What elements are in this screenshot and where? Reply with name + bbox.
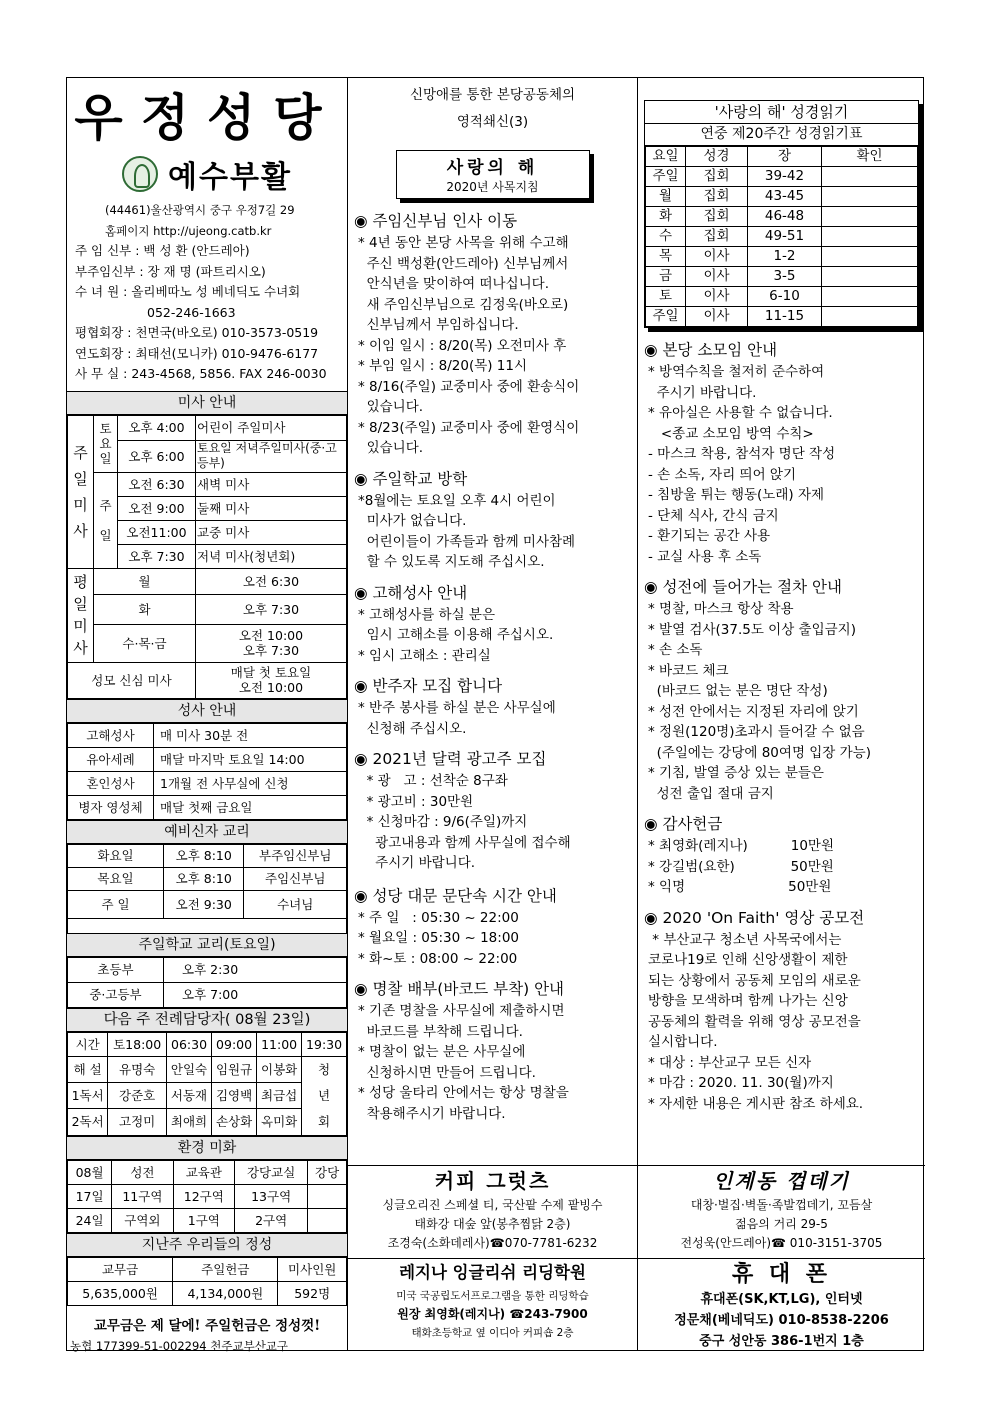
- bible-reading-cell: 집회: [686, 167, 748, 187]
- theme-line: 영적쇄신(3): [456, 114, 529, 130]
- class-teacher: 부주임신부님: [244, 844, 347, 867]
- mass-name: 저녁 미사(청년회): [196, 544, 347, 568]
- offering-head: 미사인원: [278, 1257, 347, 1281]
- section-line: 방향을 모색하며 함께 나가는 신앙: [648, 993, 848, 1009]
- env-head: 교육관: [173, 1160, 234, 1184]
- weekday-time: 오후 7:30: [242, 643, 300, 658]
- year-banner: [396, 150, 590, 199]
- bible-reading-box: [644, 100, 919, 328]
- section-line: * 8/23(주일) 교중미사 중에 환영식이: [358, 419, 580, 436]
- mary-mass-day: 매달 첫 토요일: [230, 665, 312, 680]
- section-line: 주신 백성환(안드레아) 신부님께서: [358, 255, 569, 272]
- sacrament-name: 병자 영성체: [68, 795, 154, 819]
- class-time: 오전 9:30: [164, 890, 244, 918]
- section-line: 바코드를 부착해 드립니다.: [358, 1023, 523, 1040]
- bible-reading-cell: [822, 307, 918, 327]
- bible-reading-subtitle: 연중 제20주간 성경읽기표: [645, 124, 918, 146]
- section-line: * 성전 안에서는 지정된 자리에 앉기: [648, 703, 859, 720]
- section-line: * 유아실은 사용할 수 없습니다.: [648, 405, 833, 421]
- ad-name: 휴 대 폰: [731, 1261, 832, 1287]
- offering-head: 주일헌금: [173, 1257, 278, 1281]
- section-line: * 이임 일시 : 8/20(목) 오전미사 후: [358, 337, 567, 354]
- section-line: * 최영화(레지나) 10만원: [648, 838, 834, 854]
- section-line: * 화~토 : 08:00 ~ 22:00: [358, 950, 518, 967]
- mass-table: [67, 415, 347, 699]
- bible-reading-cell: 주일: [646, 167, 686, 187]
- section-line: 주시기 바랍니다.: [358, 855, 476, 871]
- duty-cell: 유명숙: [108, 1056, 167, 1082]
- duty-head: 19:30: [302, 1032, 347, 1056]
- mass-name: 둘째 미사: [196, 496, 347, 520]
- ad-academy: [348, 1258, 637, 1352]
- section-line: 공동체의 활력을 위해 영상 공모전을: [648, 1013, 861, 1030]
- section-line: 주시기 바랍니다.: [648, 384, 757, 401]
- staff-line: 수 녀 원 : 올리베따노 성 베네딕도 수녀회: [75, 284, 301, 299]
- mass-time: 오후 4:00: [118, 415, 196, 440]
- section-line: 할 수 있도록 지도해 주십시오.: [358, 554, 545, 570]
- bible-reading-cell: 요일: [646, 147, 686, 167]
- bible-reading-cell: 3-5: [748, 267, 822, 287]
- offering-value: 5,635,000원: [68, 1281, 173, 1305]
- mass-name: 토요일 저녁주일미사(중·고등부): [196, 440, 347, 472]
- sacrament-info: 매 미사 30분 전: [154, 723, 347, 747]
- school-group: 중·고등부: [68, 982, 164, 1007]
- section-line: (주일에는 강당에 80여명 입장 가능): [648, 744, 871, 761]
- section-heading: ◉ 2020 'On Faith' 영상 공모전: [644, 908, 865, 927]
- mass-time: 오전11:00: [118, 520, 196, 544]
- ad-line: 대창·벌집·벽돌·족발껍데기, 꼬듬살: [690, 1198, 873, 1212]
- duty-head: 09:00: [212, 1032, 257, 1056]
- sacrament-name: 유아세례: [68, 747, 154, 771]
- banner-subtitle: 2020년 사목지침: [446, 180, 539, 194]
- section-line: 있습니다.: [358, 399, 424, 415]
- bible-reading-cell: 6-10: [748, 287, 822, 307]
- address: (44461)울산광역시 중구 우정7길 29: [105, 203, 295, 217]
- middle-column: [348, 78, 638, 1350]
- bible-reading-cell: 46-48: [748, 207, 822, 227]
- duty-cell: 1독서: [68, 1082, 108, 1108]
- duty-cell: 최애희: [167, 1109, 212, 1135]
- bible-reading-cell: [822, 167, 918, 187]
- ad-line: 태화초등학교 옆 이디아 커피숍 2층: [411, 1327, 574, 1339]
- sunday-label: 주 일: [94, 472, 118, 568]
- env-cell: 구역외: [112, 1208, 173, 1232]
- env-cell: 1구역: [173, 1208, 234, 1232]
- duty-cell: 청: [318, 1061, 331, 1077]
- catechumen-header: 예비신자 교리: [67, 820, 347, 844]
- duty-head: 토18:00: [108, 1032, 167, 1056]
- duty-cell: 옥미화: [257, 1109, 302, 1135]
- bible-reading-cell: 목: [646, 247, 686, 267]
- ad-phone: [638, 1258, 925, 1352]
- section-line: * 4년 동안 본당 사목을 위해 수고해: [358, 235, 569, 251]
- sacrament-header: 성사 안내: [67, 699, 347, 723]
- weekday-day: 수·목·금: [94, 624, 196, 662]
- section-heading: ◉ 2021년 달력 광고주 모집: [354, 750, 547, 768]
- ad-restaurant: [638, 1165, 925, 1258]
- bank-account: 농협 177399-51-002294 천주교부산교구: [70, 1338, 289, 1353]
- sacrament-name: 고해성사: [68, 723, 154, 747]
- bible-reading-cell: [822, 187, 918, 207]
- duty-cell: 김영백: [212, 1082, 257, 1108]
- env-head: 강당: [308, 1160, 347, 1184]
- bulletin-page: [66, 77, 924, 1351]
- mass-time: 오후 7:30: [118, 544, 196, 568]
- bible-reading-cell: 수: [646, 227, 686, 247]
- ad-line: 전성욱(안드레아)☎ 010-3151-3705: [680, 1236, 883, 1250]
- school-time: 오후 2:30: [164, 957, 347, 982]
- weekday-time: 오전 6:30: [196, 568, 347, 594]
- ad-line: 원장 최영화(레지나) ☎243-7900: [397, 1307, 588, 1321]
- slogan: 교무금은 제 달에! 주일헌금은 정성껏!: [93, 1317, 321, 1334]
- mary-mass-label: 성모 신심 미사: [68, 662, 196, 698]
- section-line: 신청하시면 만들어 드립니다.: [358, 1064, 536, 1081]
- duty-cell: 고정미: [108, 1109, 167, 1135]
- section-line: 되는 상황에서 공동체 모임의 새로운: [648, 972, 861, 989]
- theme-line: 신망애를 통한 본당공동체의: [409, 87, 576, 103]
- ad-line: 태화강 대숲 앞(봉추찜닭 2층): [414, 1217, 571, 1231]
- staff-line: 사 무 실 : 243-4568, 5856. FAX 246-0030: [75, 366, 327, 381]
- section-line: * 기존 명찰을 사무실에 제출하시면: [358, 1003, 565, 1019]
- bible-reading-cell: 49-51: [748, 227, 822, 247]
- sunday-school-header: 주일학교 교리(토요일): [67, 933, 347, 957]
- weekday-day: 월: [94, 568, 196, 594]
- bible-reading-cell: [822, 287, 918, 307]
- mass-name: 어린이 주일미사: [196, 415, 347, 440]
- sunday-school-table: [67, 957, 347, 1008]
- section-line: - 교실 사용 후 소독: [648, 548, 762, 565]
- offering-header: 지난주 우리들의 정성: [67, 1233, 347, 1257]
- bible-reading-cell: 집회: [686, 207, 748, 227]
- section-line: * 부임 일시 : 8/20(목) 11시: [358, 358, 528, 374]
- school-time: 오후 7:00: [164, 982, 347, 1007]
- section-line: * 바코드 체크: [648, 662, 729, 679]
- section-line: 성전 출입 절대 금지: [648, 785, 774, 802]
- section-line: - 단체 식사, 간식 금지: [648, 507, 779, 524]
- subtitle: 예수부활: [168, 160, 292, 195]
- env-head: 08월: [68, 1160, 112, 1184]
- bible-reading-cell: 이사: [686, 267, 748, 287]
- notice-sections: [348, 211, 637, 1124]
- class-day: 주 일: [68, 890, 164, 918]
- section-line: * 신청마감 : 9/6(주일)까지: [358, 814, 528, 830]
- left-column: [67, 78, 348, 1353]
- section-line: * 고해성사를 하실 분은: [358, 606, 495, 623]
- homepage-link[interactable]: 홈페이지 http://ujeong.catb.kr: [105, 223, 272, 238]
- saturday-label: 토 요 일: [94, 415, 118, 472]
- ad-line: 중구 성안동 386-1번지 1층: [699, 1334, 864, 1349]
- env-cell: 17일: [68, 1184, 112, 1208]
- ad-name: 커피 그럿츠: [434, 1169, 551, 1193]
- bible-reading-cell: [822, 227, 918, 247]
- bible-reading-cell: 집회: [686, 227, 748, 247]
- bible-reading-title: '사랑의 해' 성경읽기: [645, 101, 918, 124]
- section-line: 실시합니다.: [648, 1034, 718, 1050]
- section-line: * 명찰이 없는 분은 사무실에: [358, 1044, 526, 1060]
- parish-title: 우정성당: [74, 88, 340, 147]
- duty-cell: 회: [318, 1113, 331, 1129]
- mass-time: 오후 6:00: [118, 440, 196, 472]
- duty-cell: 2독서: [68, 1109, 108, 1135]
- bible-reading-cell: 이사: [686, 287, 748, 307]
- section-line: 광고내용과 함께 사무실에 접수해: [358, 834, 571, 851]
- sacrament-table: [67, 723, 347, 820]
- section-heading: ◉ 반주자 모집 합니다: [354, 677, 503, 695]
- section-line: - 침방울 튀는 행동(노래) 자제: [648, 487, 825, 503]
- duty-head: 06:30: [167, 1032, 212, 1056]
- duty-cell: 서동재: [167, 1082, 212, 1108]
- ad-line: 미국 국공립도서프로그램을 통한 리딩학습: [396, 1290, 589, 1302]
- mass-name: 교중 미사: [196, 520, 347, 544]
- ad-line: 싱글오리진 스페셜 티, 국산팥 수제 팥빙수: [382, 1198, 603, 1212]
- section-line: 미사가 없습니다.: [358, 513, 467, 529]
- section-line: * 기침, 발열 증상 있는 분들은: [648, 765, 824, 781]
- mass-header: 미사 안내: [67, 391, 347, 415]
- duty-head: 시간: [68, 1032, 108, 1056]
- sunday-mass-label: 주 일 미 사: [68, 415, 94, 568]
- sacrament-info: 1개월 전 사무실에 신청: [154, 771, 347, 795]
- section-line: 새 주임신부님으로 김정욱(바오로): [358, 296, 569, 313]
- section-line: 착용해주시기 바랍니다.: [358, 1105, 506, 1122]
- section-line: <종교 소모임 방역 수칙>: [648, 425, 814, 442]
- catechumen-table: [67, 844, 347, 919]
- bible-reading-cell: 토: [646, 287, 686, 307]
- mass-name: 새벽 미사: [196, 472, 347, 496]
- env-cell: 11구역: [112, 1184, 173, 1208]
- bible-reading-cell: 이사: [686, 307, 748, 327]
- bible-reading-cell: [822, 207, 918, 227]
- offering-value: 4,134,000원: [173, 1281, 278, 1305]
- duty-cell: 년: [318, 1087, 331, 1103]
- section-line: * 월요일 : 05:30 ~ 18:00: [358, 930, 519, 946]
- bible-reading-cell: [822, 247, 918, 267]
- class-day: 목요일: [68, 867, 164, 890]
- env-head: 성전: [112, 1160, 173, 1184]
- section-line: - 마스크 착용, 참석자 명단 작성: [648, 446, 836, 462]
- section-heading: ◉ 주임신부님 인사 이동: [354, 212, 518, 230]
- sacrament-name: 혼인성사: [68, 771, 154, 795]
- env-cell: [308, 1208, 347, 1232]
- section-heading: ◉ 성당 대문 문단속 시간 안내: [354, 886, 557, 905]
- bible-reading-cell: 39-42: [748, 167, 822, 187]
- duty-cell: 손상화: [212, 1109, 257, 1135]
- bible-reading-cell: 집회: [686, 187, 748, 207]
- section-line: *8월에는 토요일 오후 4시 어린이: [358, 492, 556, 509]
- staff-line: 연도회장 : 최태선(모니카) 010-9476-6177: [75, 345, 319, 361]
- weekday-time: 오후 7:30: [196, 594, 347, 624]
- section-heading: ◉ 감사헌금: [644, 815, 723, 833]
- duty-header: 다음 주 전례담당자( 08월 23일): [67, 1008, 347, 1032]
- section-line: * 성당 울타리 안에서는 항상 명찰을: [358, 1085, 569, 1101]
- section-line: * 정원(120명)초과시 들어갈 수 없음: [648, 724, 865, 740]
- section-line: * 광 고 : 선착순 8구좌: [358, 773, 508, 789]
- bible-reading-cell: 월: [646, 187, 686, 207]
- section-line: * 익명 50만원: [648, 879, 832, 895]
- section-line: 안식년을 맞이하여 떠나십니다.: [358, 276, 549, 292]
- section-line: * 부산교구 청소년 사목국에서는: [648, 931, 842, 948]
- section-heading: ◉ 본당 소모임 안내: [644, 341, 778, 359]
- offering-head: 교무금: [68, 1257, 173, 1281]
- class-teacher: 주임신부님: [244, 867, 347, 890]
- ad-line: 젊음의 거리 29-5: [735, 1217, 828, 1231]
- staff-line: 부주임신부 : 장 재 명 (파트리시오): [75, 263, 266, 279]
- section-heading: ◉ 고해성사 안내: [354, 583, 468, 602]
- env-cell: 13구역: [235, 1184, 308, 1208]
- section-line: 코로나19로 인해 신앙생활이 제한: [648, 952, 848, 968]
- parish-logo-icon: [122, 156, 158, 192]
- bible-reading-cell: 1-2: [748, 247, 822, 267]
- bible-reading-cell: 주일: [646, 307, 686, 327]
- section-line: * 명찰, 마스크 항상 착용: [648, 601, 794, 617]
- bible-reading-cell: [822, 267, 918, 287]
- section-line: * 마감 : 2020. 11. 30(월)까지: [648, 1075, 834, 1091]
- env-cell: 24일: [68, 1208, 112, 1232]
- section-heading: ◉ 명찰 배부(바코드 부착) 안내: [354, 980, 565, 998]
- section-line: 신부님께서 부임하십니다.: [358, 317, 519, 333]
- sacrament-info: 매달 마지막 토요일 14:00: [154, 747, 347, 771]
- section-line: 어린이들이 가족들과 함께 미사참례: [358, 533, 576, 550]
- duty-head: 11:00: [257, 1032, 302, 1056]
- offering-table: [67, 1257, 347, 1306]
- section-line: - 환기되는 공간 사용: [648, 528, 771, 544]
- duty-cell: 안일숙: [167, 1056, 212, 1082]
- section-line: - 손 소독, 자리 띄어 앉기: [648, 466, 796, 483]
- right-notice-sections: [638, 340, 925, 1114]
- staff-line: 주 임 신부 : 백 성 환 (안드레아): [75, 243, 250, 258]
- bible-reading-cell: 이사: [686, 247, 748, 267]
- school-group: 초등부: [68, 957, 164, 982]
- section-heading: ◉ 성전에 들어가는 절차 안내: [644, 578, 842, 596]
- section-line: * 손 소독: [648, 642, 703, 658]
- ad-line: 조경숙(소화데레사)☎070-7781-6232: [387, 1236, 598, 1250]
- section-line: * 대상 : 부산교구 모든 신자: [648, 1054, 812, 1071]
- duty-cell: 최금섭: [257, 1082, 302, 1108]
- env-cell: [308, 1184, 347, 1208]
- ad-name: 레지나 잉글리쉬 리딩학원: [399, 1263, 586, 1282]
- ad-name: 인계동 껍데기: [713, 1169, 850, 1193]
- section-line: 신청해 주십시오.: [358, 720, 467, 737]
- section-line: * 강길범(요한) 50만원: [648, 858, 834, 875]
- mass-time: 오전 6:30: [118, 472, 196, 496]
- section-line: * 임시 고해소 : 관리실: [358, 647, 491, 664]
- env-head: 강당교실: [235, 1160, 308, 1184]
- bible-reading-cell: 장: [748, 147, 822, 167]
- right-column: [638, 78, 925, 1350]
- banner-title: 사랑의 해: [446, 158, 539, 178]
- mary-mass-time: 오전 10:00: [238, 680, 304, 695]
- bible-reading-cell: 화: [646, 207, 686, 227]
- class-time: 오후 8:10: [164, 844, 244, 867]
- class-day: 화요일: [68, 844, 164, 867]
- class-teacher: 수녀님: [244, 890, 347, 918]
- section-line: 임시 고해소를 이용해 주십시오.: [358, 627, 554, 643]
- env-cell: 2구역: [235, 1208, 308, 1232]
- weekday-time: 오전 10:00: [238, 628, 304, 643]
- bible-reading-cell: 확인: [822, 147, 918, 167]
- logo-row: [67, 152, 347, 196]
- duty-cell: 강준호: [108, 1082, 167, 1108]
- section-line: * 방역수칙을 철저히 준수하여: [648, 364, 825, 380]
- section-line: * 발열 검사(37.5도 이상 출입금지): [648, 621, 856, 638]
- section-heading: ◉ 주일학교 방학: [354, 469, 468, 488]
- duty-cell: 해 설: [68, 1056, 108, 1082]
- duty-cell: 임원규: [212, 1056, 257, 1082]
- ad-line: 정문채(베네딕도) 010-8538-2206: [674, 1313, 889, 1328]
- section-line: 있습니다.: [358, 440, 424, 456]
- section-line: * 주 일 : 05:30 ~ 22:00: [358, 909, 519, 926]
- weekday-day: 화: [94, 594, 196, 624]
- weekday-mass-label: 평 일 미 사: [68, 568, 94, 662]
- staff-line: 평협회장 : 천면국(바오로) 010-3573-0519: [75, 325, 319, 340]
- section-line: (바코드 없는 분은 명단 작성): [648, 683, 828, 699]
- section-line: * 반주 봉사를 하실 분은 사무실에: [358, 700, 556, 716]
- ad-coffee: [348, 1165, 637, 1258]
- bible-reading-cell: 금: [646, 267, 686, 287]
- section-line: * 자세한 내용은 게시판 참조 하세요.: [648, 1095, 864, 1112]
- env-cell: 12구역: [173, 1184, 234, 1208]
- staff-line: 052-246-1663: [147, 304, 236, 320]
- environment-table: [67, 1160, 347, 1233]
- bible-reading-cell: 11-15: [748, 307, 822, 327]
- duty-cell: 이봉화: [257, 1056, 302, 1082]
- section-line: * 광고비 : 30만원: [358, 793, 474, 810]
- sacrament-info: 매달 첫째 금요일: [154, 795, 347, 819]
- class-time: 오후 8:10: [164, 867, 244, 890]
- bible-reading-cell: 성경: [686, 147, 748, 167]
- ad-line: 휴대폰(SK,KT,LG), 인터넷: [700, 1292, 863, 1307]
- env-header: 환경 미화: [67, 1136, 347, 1160]
- offering-value: 592명: [278, 1281, 347, 1305]
- bible-reading-cell: 43-45: [748, 187, 822, 207]
- bible-reading-table: [645, 146, 918, 327]
- mass-time: 오전 9:00: [118, 496, 196, 520]
- duty-table: [67, 1032, 347, 1136]
- section-line: * 8/16(주일) 교중미사 중에 환송식이: [358, 378, 580, 395]
